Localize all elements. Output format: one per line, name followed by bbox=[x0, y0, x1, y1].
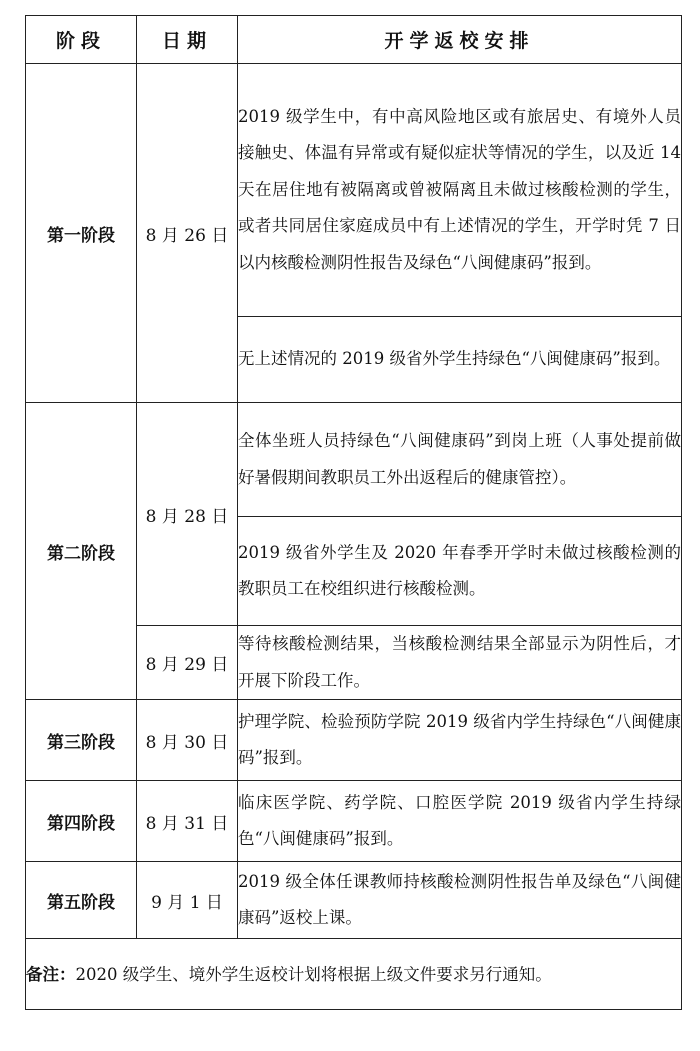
stage-5-date: 9 月 1 日 bbox=[137, 862, 238, 939]
note-row bbox=[26, 939, 682, 1010]
stage-2-date-1: 8 月 28 日 bbox=[137, 403, 238, 626]
stage-2-item-3: 等待核酸检测结果，当核酸检测结果全部显示为阴性后，才开展下阶段工作。 bbox=[238, 626, 682, 700]
schedule-table bbox=[25, 15, 682, 1010]
stage-4-date: 8 月 31 日 bbox=[137, 781, 238, 862]
stage-3-date: 8 月 30 日 bbox=[137, 700, 238, 781]
header-date: 日期 bbox=[137, 16, 238, 64]
stage-5-label: 第五阶段 bbox=[26, 862, 137, 939]
note-label: 备注： bbox=[26, 964, 76, 984]
stage-5-item-1: 2019 级全体任课教师持核酸检测阴性报告单及绿色“八闽健康码”返校上课。 bbox=[238, 862, 682, 939]
header-stage: 阶段 bbox=[26, 16, 137, 64]
note-text: 2020 级学生、境外学生返校计划将根据上级文件要求另行通知。 bbox=[75, 964, 552, 984]
stage-1-label: 第一阶段 bbox=[26, 64, 137, 403]
table-row bbox=[26, 64, 682, 317]
table-row bbox=[26, 781, 682, 862]
stage-4-label: 第四阶段 bbox=[26, 781, 137, 862]
table-row bbox=[26, 403, 682, 517]
table-row bbox=[26, 700, 682, 781]
stage-3-label: 第三阶段 bbox=[26, 700, 137, 781]
note-cell bbox=[26, 939, 682, 1010]
stage-2-item-2: 2019 级省外学生及 2020 年春季开学时未做过核酸检测的教职员工在校组织进行核酸检测。 bbox=[238, 517, 682, 626]
header-arrangement: 开学返校安排 bbox=[238, 16, 682, 64]
header-row bbox=[26, 16, 682, 64]
stage-4-item-1: 临床医学院、药学院、口腔医学院 2019 级省内学生持绿色“八闽健康码”报到。 bbox=[238, 781, 682, 862]
stage-1-item-1: 2019 级学生中，有中高风险地区或有旅居史、有境外人员接触史、体温有异常或有疑似症状等情况的学生，以及近 14 天在居住地有被隔离或曾被隔离且未做过核酸检测的学生，或者共同居住家庭成员中有上述情况的学生，开学时凭 7 日以内核酸检测阴性报告及绿色“八闽健康码”报到。 bbox=[238, 64, 682, 317]
table-row bbox=[26, 862, 682, 939]
stage-2-item-1: 全体坐班人员持绿色“八闽健康码”到岗上班（人事处提前做好暑假期间教职员工外出返程后的健康管控）。 bbox=[238, 403, 682, 517]
stage-2-label: 第二阶段 bbox=[26, 403, 137, 700]
stage-1-item-2: 无上述情况的 2019 级省外学生持绿色“八闽健康码”报到。 bbox=[238, 317, 682, 403]
stage-2-date-2: 8 月 29 日 bbox=[137, 626, 238, 700]
stage-3-item-1: 护理学院、检验预防学院 2019 级省内学生持绿色“八闽健康码”报到。 bbox=[238, 700, 682, 781]
stage-1-date: 8 月 26 日 bbox=[137, 64, 238, 403]
